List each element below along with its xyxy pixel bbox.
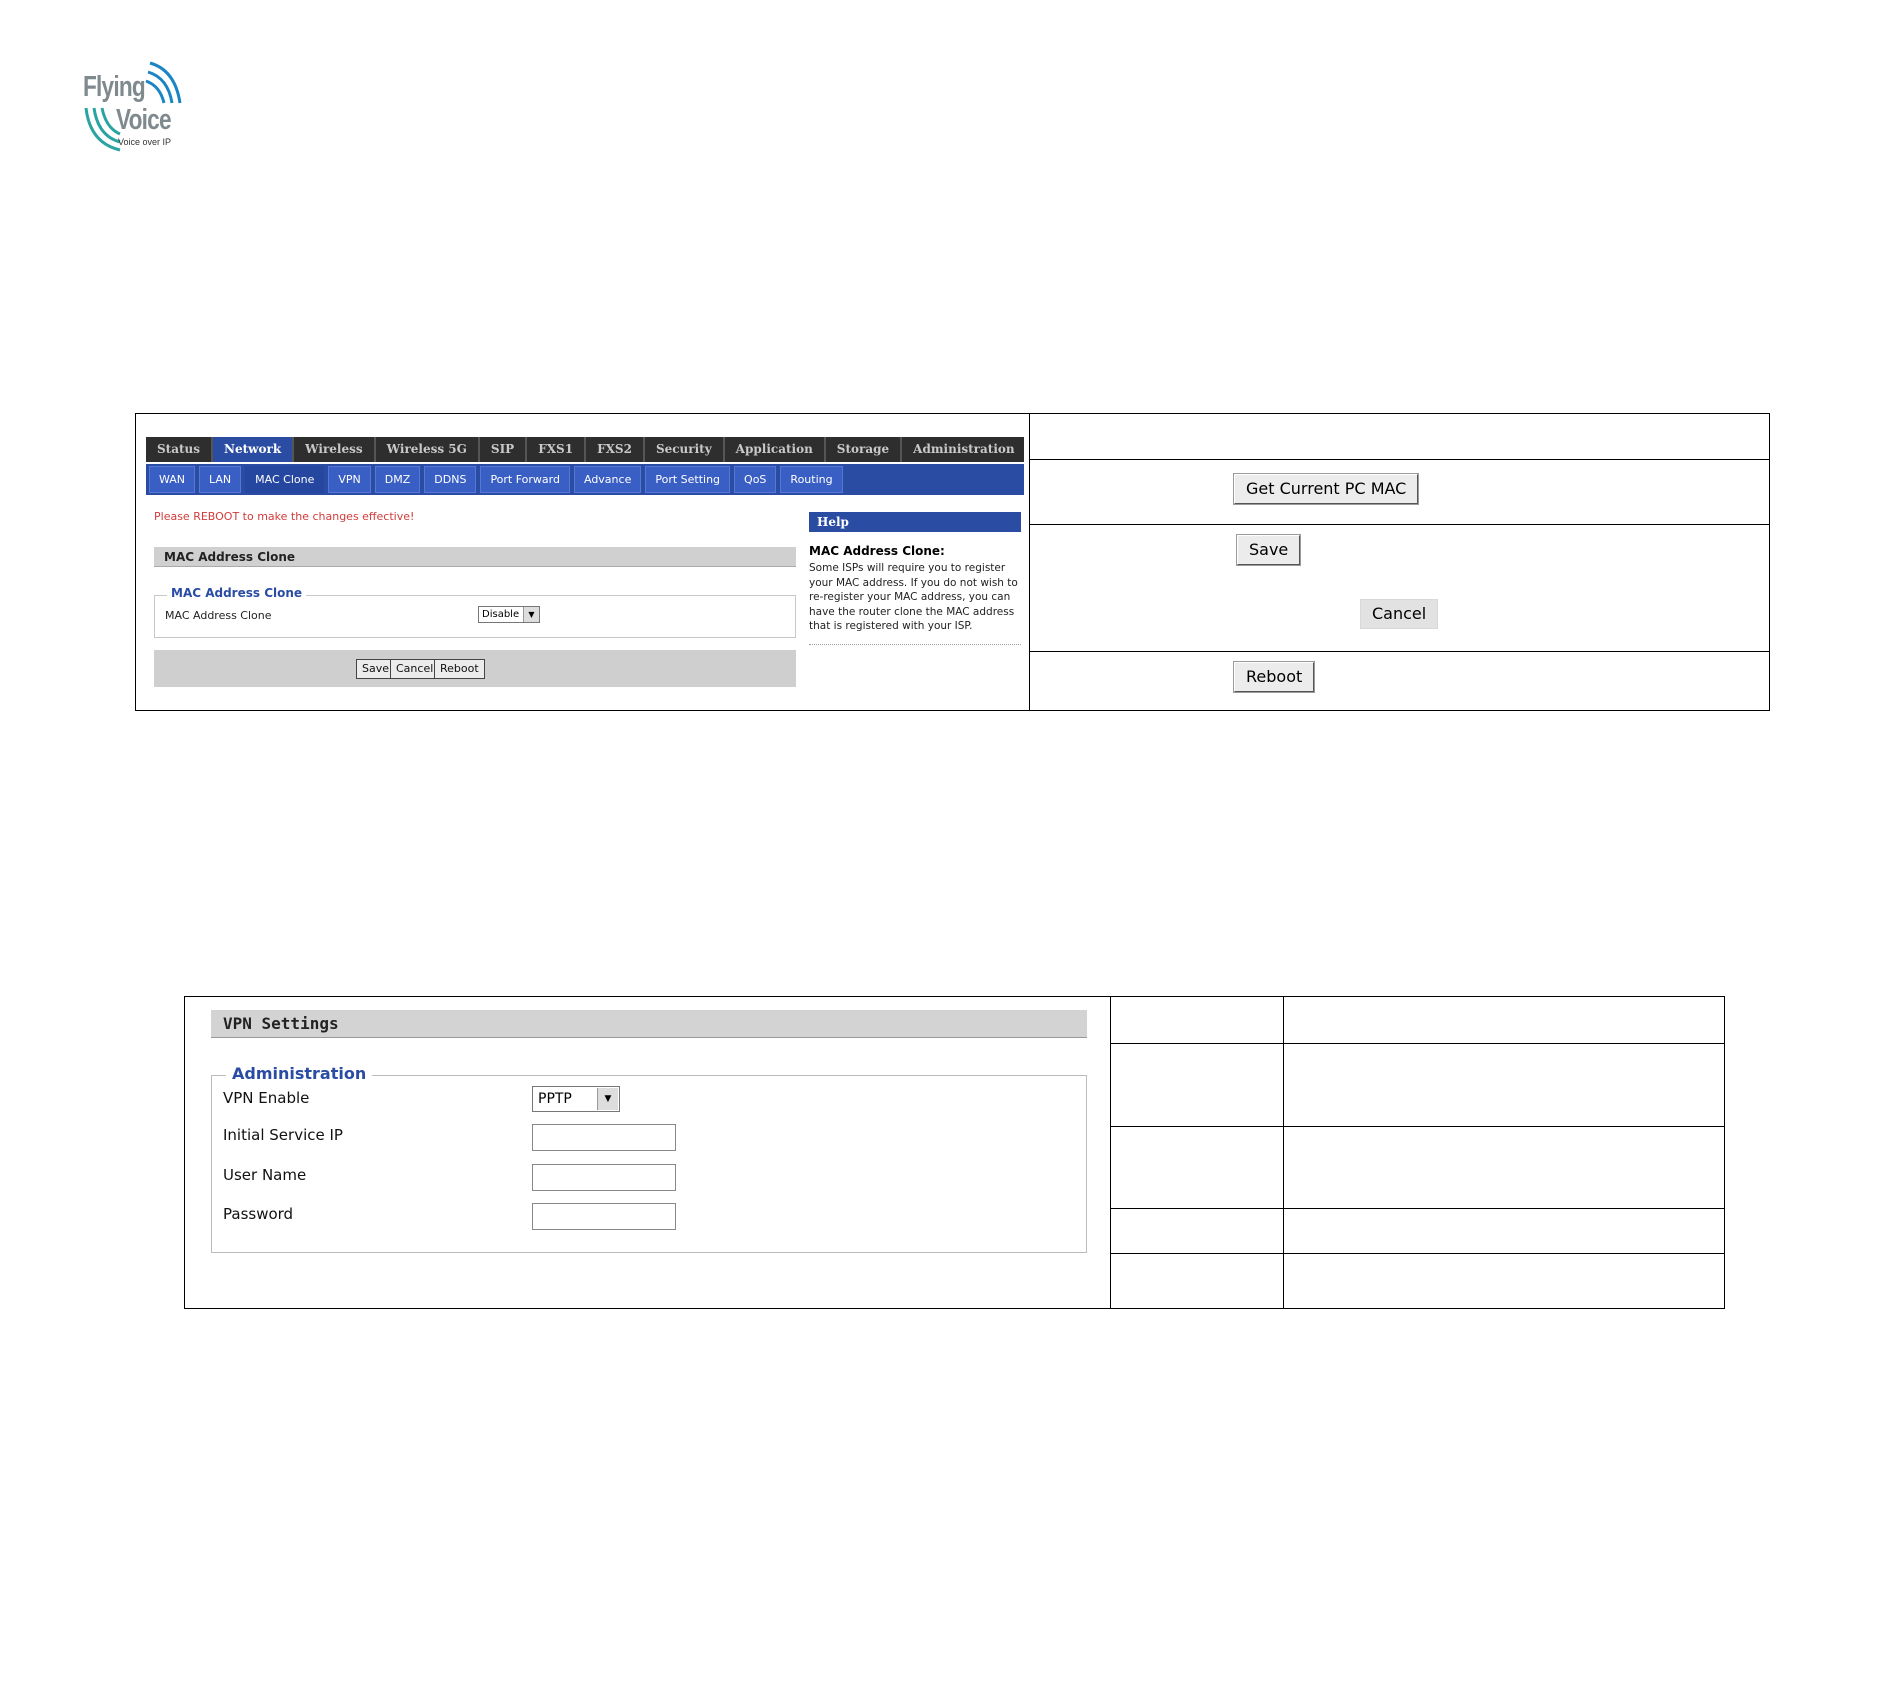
reboot-button-large[interactable]: Reboot (1234, 662, 1314, 692)
password-label: Password (223, 1205, 294, 1223)
subtab-lan[interactable]: LAN (199, 466, 241, 493)
help-title: MAC Address Clone: (809, 544, 945, 558)
row-divider (1110, 1253, 1724, 1254)
row-divider (1029, 459, 1769, 460)
vpn-enable-select[interactable] (532, 1086, 620, 1112)
tab-application[interactable]: Application (725, 437, 826, 462)
section-title: MAC Address Clone (154, 547, 796, 567)
help-header: Help (809, 512, 1021, 532)
user-name-label: User Name (223, 1166, 307, 1184)
subtab-qos[interactable]: QoS (734, 466, 776, 493)
subtab-mac-clone[interactable]: MAC Clone (245, 466, 324, 493)
button-bar (154, 650, 796, 687)
mac-clone-select[interactable] (478, 606, 540, 623)
tab-sip[interactable]: SIP (480, 437, 527, 462)
sub-nav (146, 464, 1024, 495)
row-divider (1029, 524, 1769, 525)
row-divider (1110, 1126, 1724, 1127)
subtab-routing[interactable]: Routing (780, 466, 842, 493)
chevron-down-icon: ▼ (597, 1088, 618, 1110)
vpn-enable-label: VPN Enable (223, 1089, 310, 1107)
mac-clone-fieldset (154, 586, 796, 638)
vpn-settings-table (184, 996, 1725, 1309)
row-divider (1029, 651, 1769, 652)
row-divider (1110, 1043, 1724, 1044)
mac-clone-select-value: Disable (482, 609, 520, 620)
mac-clone-label: MAC Address Clone (165, 609, 272, 622)
help-text: Some ISPs will require you to register your MAC address. If you do not wish to re-register your MAC address, you can have the router clone the MAC address that is registered with your ISP. (809, 561, 1021, 645)
mac-clone-table (135, 413, 1770, 711)
subtab-dmz[interactable]: DMZ (375, 466, 421, 493)
user-name-input[interactable] (532, 1164, 676, 1191)
tab-fxs2[interactable]: FXS2 (586, 437, 645, 462)
initial-service-ip-label: Initial Service IP (223, 1126, 343, 1144)
reboot-button[interactable]: Reboot (434, 659, 485, 679)
subtab-port-setting[interactable]: Port Setting (645, 466, 730, 493)
subtab-advance[interactable]: Advance (574, 466, 641, 493)
mac-clone-screenshot (146, 437, 1024, 702)
administration-fieldset (211, 1064, 1087, 1253)
tab-network[interactable]: Network (213, 437, 294, 462)
subtab-ddns[interactable]: DDNS (424, 466, 476, 493)
logo-word-voice: Voice (116, 104, 171, 136)
save-button-large[interactable]: Save (1237, 535, 1300, 565)
cancel-button-large[interactable]: Cancel (1360, 599, 1438, 629)
row-divider (1110, 1208, 1724, 1209)
chevron-down-icon: ▼ (523, 607, 539, 622)
vpn-settings-title: VPN Settings (211, 1010, 1087, 1038)
tab-fxs1[interactable]: FXS1 (527, 437, 586, 462)
administration-legend: Administration (226, 1064, 372, 1083)
flying-voice-logo (80, 58, 190, 158)
save-button[interactable]: Save (356, 659, 395, 679)
tab-wireless[interactable]: Wireless (294, 437, 376, 462)
initial-service-ip-input[interactable] (532, 1124, 676, 1151)
tab-security[interactable]: Security (645, 437, 725, 462)
subtab-wan[interactable]: WAN (149, 466, 195, 493)
fieldset-legend: MAC Address Clone (167, 586, 306, 600)
tab-storage[interactable]: Storage (826, 437, 902, 462)
subtab-port-forward[interactable]: Port Forward (480, 466, 570, 493)
get-current-pc-mac-button[interactable]: Get Current PC MAC (1234, 474, 1418, 504)
vpn-enable-value: PPTP (538, 1091, 572, 1107)
password-input[interactable] (532, 1203, 676, 1230)
logo-word-flying: Flying (83, 71, 145, 103)
cancel-button[interactable]: Cancel (390, 659, 439, 679)
tab-status[interactable]: Status (146, 437, 213, 462)
tab-administration[interactable]: Administration (913, 442, 1015, 456)
subtab-vpn[interactable]: VPN (328, 466, 370, 493)
tab-wireless-5g[interactable]: Wireless 5G (376, 437, 480, 462)
logo-tagline: Voice over IP (118, 137, 172, 147)
reboot-warning: Please REBOOT to make the changes effective! (154, 510, 415, 523)
main-nav (146, 437, 1024, 462)
help-panel (809, 512, 1021, 645)
